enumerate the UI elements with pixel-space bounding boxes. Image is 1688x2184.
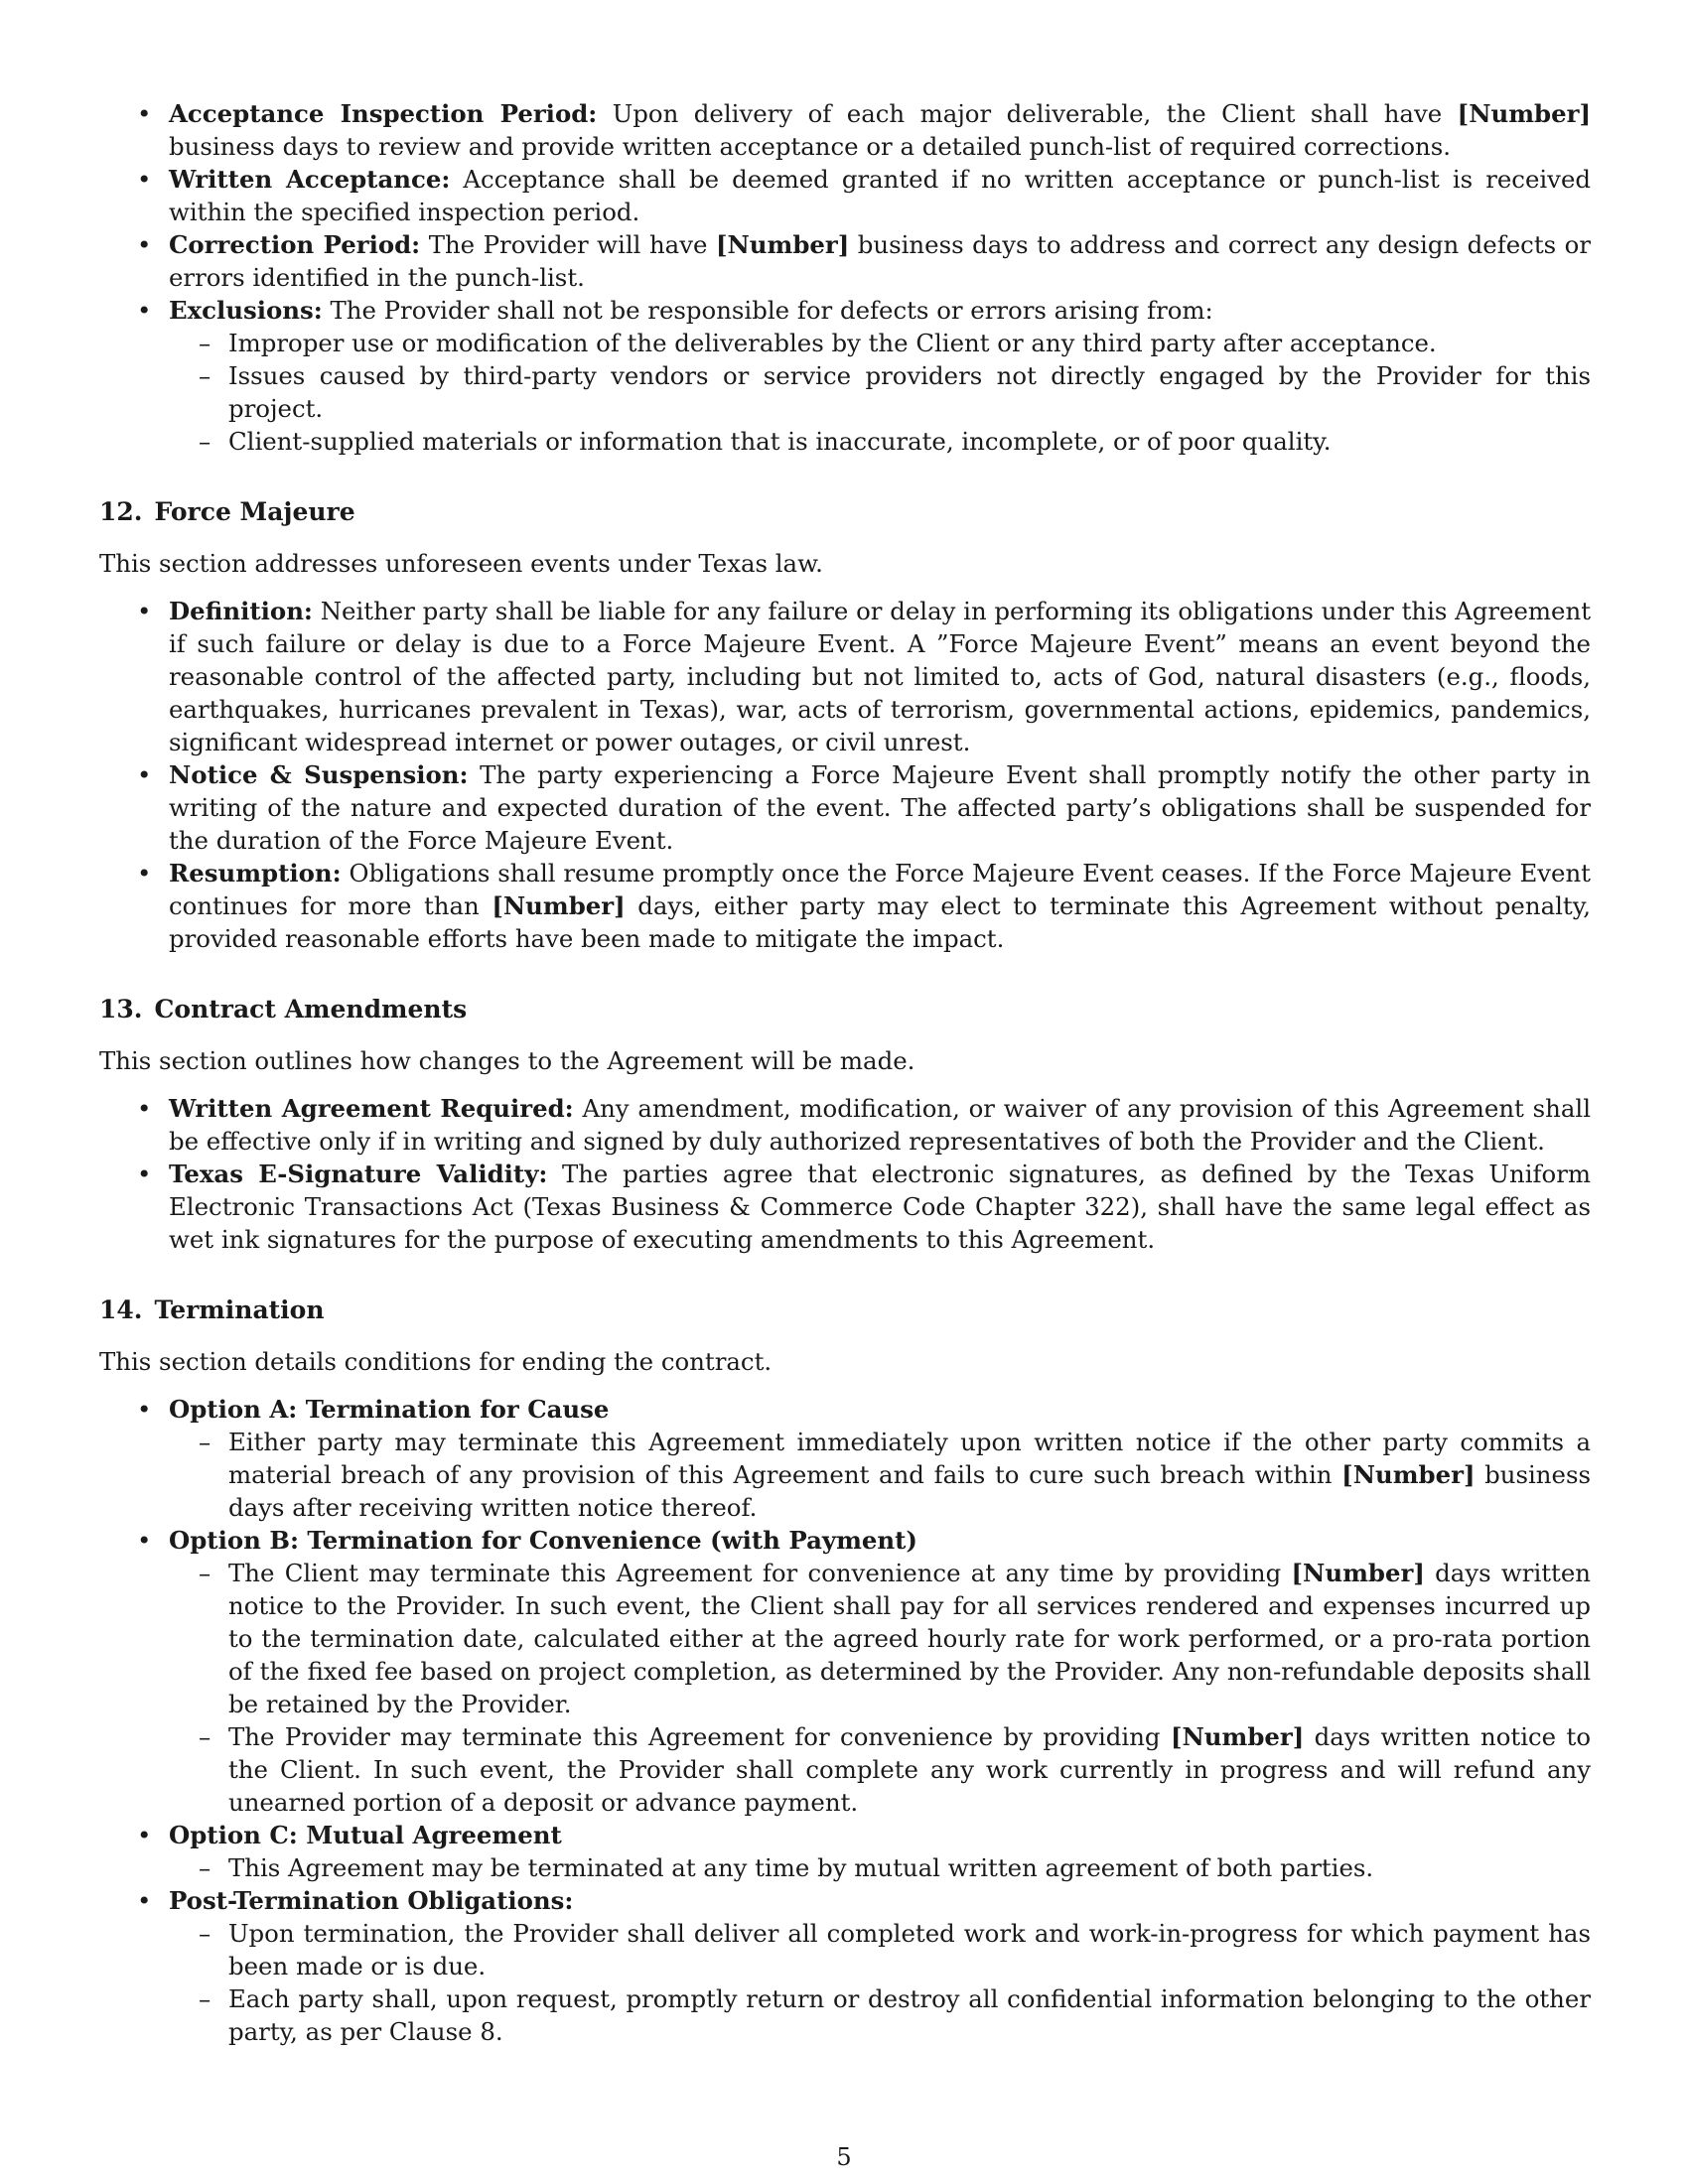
item-label: Post-Termination Obligations: xyxy=(169,1886,574,1915)
item-label: Definition: xyxy=(169,597,313,625)
item-text: Upon delivery of each major deliverable, the Client shall have xyxy=(597,99,1458,128)
number-placeholder: [Number] xyxy=(1341,1460,1476,1489)
list-item xyxy=(99,758,1591,857)
item-text: Acceptance shall be deemed granted if no written acceptance or punch-list is received within the specified inspection period. xyxy=(169,165,1592,226)
sub-list-item xyxy=(169,1426,1591,1524)
amendments-list xyxy=(99,1092,1591,1256)
termination-list xyxy=(99,1393,1591,2048)
item-text: days written notice to the Provider. In such event, the Client shall pay for all services rendered and expenses incurred up to the termination date, calculated either at the agreed hourly rate for work performed, or a pro-rata portion of the fixed fee based on project completion, as determined by the Provider. Any non-refundable deposits shall be retained by the Provider. xyxy=(228,1559,1591,1718)
list-item xyxy=(99,97,1591,163)
item-label: Written Agreement Required: xyxy=(169,1094,574,1123)
list-item-post-termination xyxy=(99,1884,1591,2048)
number-placeholder: [Number] xyxy=(715,230,850,259)
sub-list-item xyxy=(169,1557,1591,1720)
item-label: Option B: Termination for Convenience (with Payment) xyxy=(169,1526,917,1555)
item-label: Notice & Suspension: xyxy=(169,760,469,789)
item-text: business days to review and provide written acceptance or a detailed punch-list of required corrections. xyxy=(169,132,1452,161)
item-text: The party experiencing a Force Majeure Event shall promptly notify the other party in writing of the nature and expected duration of the event. The affected party’s obligations shall be suspended for the duration of the Force Majeure Event. xyxy=(169,760,1591,855)
sub-list-item: – Improper use or modification of the deliverables by the Client or any third party after acceptance. xyxy=(169,327,1591,359)
section-title: Contract Amendments xyxy=(154,995,468,1024)
section-intro: This section addresses unforeseen events under Texas law. xyxy=(99,549,823,578)
item-label: Correction Period: xyxy=(169,230,421,259)
item-label: Acceptance Inspection Period: xyxy=(169,99,598,128)
section-force-majeure xyxy=(99,495,1591,955)
item-text: days, either party may elect to terminate this Agreement without penalty, provided reasonable efforts have been made to mitigate the impact. xyxy=(169,891,1591,953)
option-a-sublist xyxy=(169,1426,1591,1524)
section-number: 14. xyxy=(99,1296,143,1324)
item-text: The Provider will have xyxy=(420,230,716,259)
list-item xyxy=(99,228,1591,294)
list-item-option-c xyxy=(99,1819,1591,1884)
item-text: business days after receiving written notice thereof. xyxy=(228,1460,1591,1522)
force-majeure-list xyxy=(99,595,1591,955)
item-text: The Provider may terminate this Agreement for convenience by providing xyxy=(228,1722,1171,1751)
number-placeholder: [Number] xyxy=(1291,1559,1425,1587)
sub-list-item: – This Agreement may be terminated at any time by mutual written agreement of both parties. xyxy=(169,1851,1591,1884)
number-placeholder: [Number] xyxy=(1170,1722,1305,1751)
item-label: Option A: Termination for Cause xyxy=(169,1395,610,1424)
list-item xyxy=(99,857,1591,955)
item-label: Texas E-Signature Validity: xyxy=(169,1160,548,1188)
page-number: 5 xyxy=(836,2143,852,2171)
number-placeholder: [Number] xyxy=(492,891,626,920)
section-contract-amendments xyxy=(99,993,1591,1256)
list-item-option-a xyxy=(99,1393,1591,1524)
list-item-option-b xyxy=(99,1524,1591,1819)
section-heading xyxy=(99,495,1591,528)
item-text: The parties agree that electronic signatures, as defined by the Texas Uniform Electronic Transactions Act (Texas Business & Commerce Code Chapter 322), shall have the same legal effect as wet ink signatures for the purpose of executing amendments to this Agreement. xyxy=(169,1160,1591,1254)
section-title: Termination xyxy=(154,1296,325,1324)
section-heading xyxy=(99,993,1591,1025)
option-b-sublist xyxy=(169,1557,1591,1819)
section-number: 13. xyxy=(99,995,143,1024)
document-page xyxy=(99,97,1591,2048)
item-text: days written notice to the Client. In such event, the Provider shall complete any work currently in progress and will refund any unearned portion of a deposit or advance payment. xyxy=(228,1722,1591,1817)
sub-list-item xyxy=(169,1720,1591,1819)
post-termination-sublist xyxy=(169,1917,1591,2048)
section-termination xyxy=(99,1294,1591,2048)
sub-list-item: – Each party shall, upon request, promptly return or destroy all confidential information belonging to the other party, as per Clause 8. xyxy=(169,1982,1591,2048)
item-text: The Client may terminate this Agreement for convenience at any time by providing xyxy=(228,1559,1292,1587)
exclusions-sublist xyxy=(169,327,1591,458)
section-intro: This section outlines how changes to the Agreement will be made. xyxy=(99,1046,915,1075)
sub-list-item: – Client-supplied materials or information that is inaccurate, incomplete, or of poor quality. xyxy=(169,425,1591,458)
sub-list-item: – Issues caused by third-party vendors or service providers not directly engaged by the Provider for this project. xyxy=(169,359,1591,425)
item-text: Obligations shall resume promptly once the Force Majeure Event ceases. If the Force Majeure Event continues for more than xyxy=(169,859,1591,920)
sub-list-item: – Upon termination, the Provider shall deliver all completed work and work-in-progress for which payment has been made or is due. xyxy=(169,1917,1591,1982)
list-item xyxy=(99,294,1591,458)
item-text: The Provider shall not be responsible for defects or errors arising from: xyxy=(322,296,1213,325)
list-item xyxy=(99,595,1591,758)
acceptance-list xyxy=(99,97,1591,458)
item-text: Any amendment, modification, or waiver of any provision of this Agreement shall be effective only if in writing and signed by duly authorized representatives of both the Provider and the Client. xyxy=(169,1094,1592,1156)
section-title: Force Majeure xyxy=(154,497,355,526)
list-item xyxy=(99,163,1591,228)
list-item xyxy=(99,1092,1591,1158)
section-number: 12. xyxy=(99,497,143,526)
number-placeholder: [Number] xyxy=(1457,99,1591,128)
section-intro: This section details conditions for ending the contract. xyxy=(99,1347,773,1376)
item-text: Either party may terminate this Agreement immediately upon written notice if the other party commits a material breach of any provision of this Agreement and fails to cure such breach within xyxy=(228,1428,1591,1489)
option-c-sublist xyxy=(169,1851,1591,1884)
item-label: Exclusions: xyxy=(169,296,323,325)
item-label: Written Acceptance: xyxy=(169,165,451,194)
section-heading xyxy=(99,1294,1591,1326)
list-item xyxy=(99,1158,1591,1256)
item-label: Option C: Mutual Agreement xyxy=(169,1821,562,1849)
item-text: business days to address and correct any design defects or errors identified in the punch-list. xyxy=(169,230,1592,292)
item-label: Resumption: xyxy=(169,859,342,887)
item-text: Neither party shall be liable for any failure or delay in performing its obligations under this Agreement if such failure or delay is due to a Force Majeure Event. A ”Force Majeure Event” means an event beyond the reasonable control of the affected party, including but not limited to, acts of God, natural disasters (e.g., floods, earthquakes, hurricanes prevalent in Texas), war, acts of terrorism, governmental actions, epidemics, pandemics, significant widespread internet or power outages, or civil unrest. xyxy=(169,597,1591,756)
